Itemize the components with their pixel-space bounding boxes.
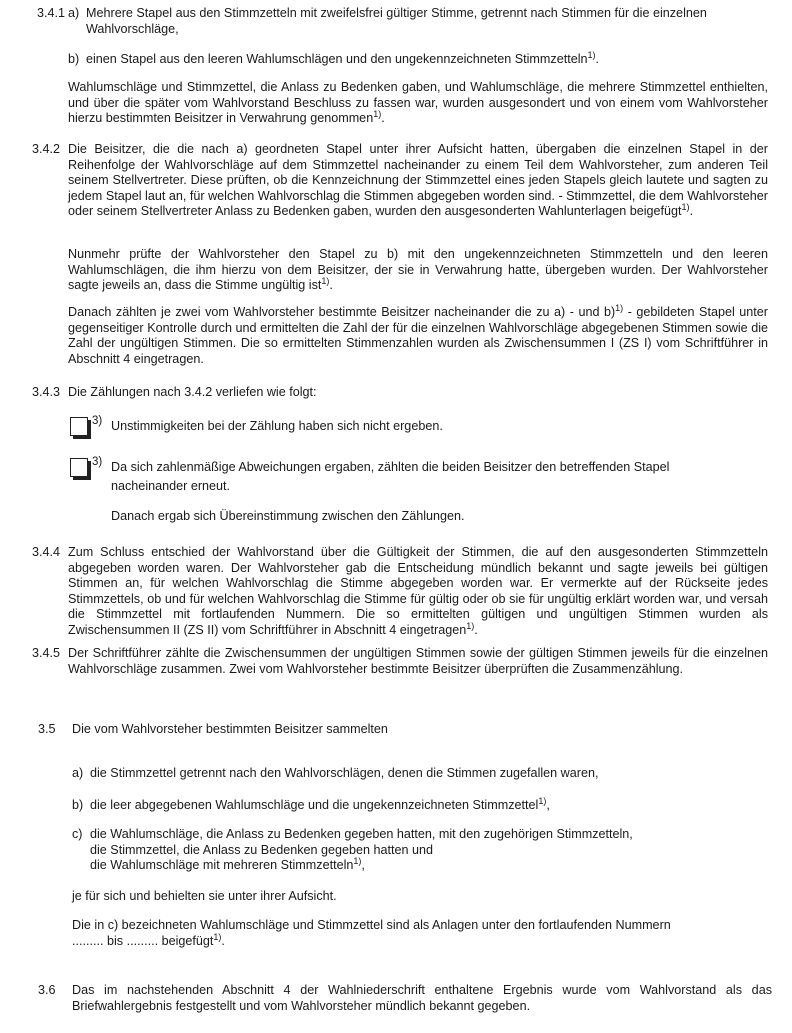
section-number-3-4-5: 3.4.5: [32, 646, 61, 660]
option-no-discrepancies-text: Unstimmigkeiten bei der Zählung haben sich nicht ergeben.: [111, 419, 443, 433]
item-a-text: Mehrere Stapel aus den Stimmzetteln mit zweifelsfrei gültiger Stimme, getrennt nach Stimmen für die einzelnen Wahlvorschläge,: [86, 6, 707, 36]
section-number-3-4-2: 3.4.2: [32, 142, 61, 156]
list-item-b: die leer abgegebenen Wahlumschläge und die ungekennzeichneten Stimmzettel$^{1)}$,: [90, 796, 550, 812]
section-number-3-4-3: 3.4.3: [32, 385, 61, 399]
checkbox-no-discrepancies[interactable]: [70, 417, 88, 436]
paragraph-3-4-5: Der Schriftführer zählte die Zwischensummen der ungültigen Stimmen sowie der gültigen Stimmen jeweils für die einzelnen Wahlvorschläge zusammen. Zwei vom Wahlvorsteher bestimmte Beisitzer überprüften die Zusammenzählung.: [68, 646, 768, 676]
paragraph-3-4-2-pruefung: Nunmehr prüfte der Wahlvorsteher den Stapel zu b) mit den ungekennzeichneten Stimmzetteln und den leeren Wahlumschlägen, die ihm hierzu von dem Beisitzer, der sie in Verwahrung hatte, übergeben wurden. Der Wahlvorsteher sagte jeweils an, dass die Stimme ungültig ist$^{1)}$.: [68, 247, 768, 293]
section-number-3-6: 3.6: [38, 983, 56, 997]
list-label-b: b): [72, 798, 84, 812]
section-number-3-5: 3.5: [38, 722, 56, 736]
list-item-a: die Stimmzettel getrennt nach den Wahlvorschlägen, denen die Stimmen zugefallen waren,: [90, 766, 599, 780]
option-recount-result: Danach ergab sich Übereinstimmung zwischen den Zählungen.: [111, 509, 465, 523]
item-label-b: b): [68, 52, 80, 66]
paragraph-3-4-2-stapel: Die Beisitzer, die die nach a) geordneten Stapel unter ihrer Aufsicht hatten, übergaben die einzelnen Stapel in der Reihenfolge der Wahlvorschläge auf dem Stimmzettel nacheinander zu einem Teil dem Wahlvorsteher, zum anderen Teil seinem Stellvertreter. Diese prüften, ob die Kennzeichnung der Stimmzettel eines jeden Stapels gleich lautete und sagten zu jedem Stapel laut an, für welchen Wahlvorschlag die Stimmen abgegeben worden sind. - Stimmzettel, die dem Wahlvorsteher oder seinem Stellvertreter Anlass zu Bedenken gaben, wurden den ausgesonderten Wahlunterlagen beigefügt$^{1)}$.: [68, 142, 768, 219]
section-3-5-after: je für sich und behielten sie unter ihrer Aufsicht.: [72, 889, 337, 903]
section-number-3-4-1: 3.4.1: [37, 6, 66, 20]
list-label-a: a): [72, 766, 84, 780]
list-item-c: die Wahlumschläge, die Anlass zu Bedenken gegeben hatten, mit den zugehörigen Stimmzetteln, die Stimmzettel, die Anlass zu Bedenken gegeben hatten und die Wahlumschläge mit mehreren Stimmzetteln$^{1)}$,: [90, 827, 633, 873]
section-3-5-anlagen: Die in c) bezeichneten Wahlumschläge und Stimmzettel sind als Anlagen unter den fortlaufenden Nummern ......... bis ......... beigefügt$^{1)}$.: [72, 918, 671, 948]
paragraph-3-6: Das im nachstehenden Abschnitt 4 der Wahlniederschrift enthaltene Ergebnis wurde vom Wahlvorstand als das Briefwahlergebnis festgestellt und vom Wahlvorsteher mündlich bekannt gegeben.: [72, 983, 772, 1013]
paragraph-3-4-3-intro: Die Zählungen nach 3.4.2 verliefen wie folgt:: [68, 385, 317, 399]
section-3-5-intro: Die vom Wahlvorsteher bestimmten Beisitzer sammelten: [72, 722, 388, 736]
paragraph-3-4-4: Zum Schluss entschied der Wahlvorstand über die Gültigkeit der Stimmen, die auf den ausgesonderten Stimmzetteln abgegeben worden waren. Der Wahlvorsteher gab die Entscheidung mündlich bekannt und sagte jeweils bei gültigen Stimmen an, für welchen Wahlvorschlag die Stimme abgegeben worden war. Er vermerkte auf der Rückseite jedes Stimmzettels, ob und für welchen Wahlvorschlag die Stimme für gültig oder ob sie für ungültig erklärt worden war, und versah die Stimmzettel mit fortlaufenden Nummern. Die so ermittelten gültigen und ungültigen Stimmen wurden als Zwischensummen II (ZS II) vom Schriftführer in Abschnitt 4 eingetragen$^{1)}$.: [68, 545, 768, 637]
checkbox-recount[interactable]: [70, 458, 88, 477]
option-recount-text: Da sich zahlenmäßige Abweichungen ergaben, zählten die beiden Beisitzer den betreffenden Stapel nacheinander erneut.: [111, 460, 670, 493]
paragraph-3-4-2-zaehlung: Danach zählten je zwei vom Wahlvorsteher bestimmte Beisitzer nacheinander die zu a) - und b)$^{1)}$ - gebildeten Stapel unter gegenseitiger Kontrolle durch und ermittelten die Zahl der für die einzelnen Wahlvorschläge abgegebenen Stimmen sowie die Zahl der ungültigen Stimmen. Die so ermittelten Stimmenzahlen wurden als Zwischensummen I (ZS I) vom Schriftführer in Abschnitt 4 eingetragen.: [68, 303, 768, 366]
section-number-3-4-4: 3.4.4: [32, 545, 61, 559]
item-label-a: a): [68, 6, 80, 20]
list-label-c: c): [72, 827, 83, 841]
item-b-text: einen Stapel aus den leeren Wahlumschlägen und den ungekennzeichneten Stimmzetteln$^{1)}$.: [86, 50, 600, 66]
paragraph-ausgesondert: Wahlumschläge und Stimmzettel, die Anlass zu Bedenken gaben, und Wahlumschläge, die mehrere Stimmzettel enthielten, und über die später vom Wahlvorstand Beschluss zu fassen war, wurden ausgesondert und von einem vom Wahlvorsteher hierzu bestimmten Beisitzer in Verwahrung genommen$^{1)}$.: [68, 80, 768, 126]
document-page: 3.4.1 a) Mehrere Stapel aus den Stimmzetteln mit zweifelsfrei gültiger Stimme, getrennt nach Stimmen für die einzelnen Wahlvorschläge, b) einen Stapel aus den leeren Wahlumschlägen und den ungekennzeichneten Stimmzetteln$^{1)}$. Wahlumschläge und Stimmzettel, die Anlass zu Bedenken gaben, und Wahlumschläge, die mehrere Stimmzettel enthielten, und über die später vom Wahlvorstand Beschluss zu fassen war, wurden ausgesondert und von einem vom Wahlvorsteher hierzu bestimmten Beisitzer in Verwahrung genommen$^{1)}$. 3.4.2 Die Beisitzer, die die nach a) geordneten Stapel unter ihrer Aufsicht hatten, übergaben die einzelnen Stapel in der Reihenfolge der Wahlvorschläge auf dem Stimmzettel nacheinander zu einem Teil dem Wahlvorsteher, zum anderen Teil seinem Stellvertreter. Diese prüften, ob die Kennzeichnung der Stimmzettel eines jeden Stapels gleich lautete und sagten zu jedem Stapel laut an, für welchen Wahlvorschlag die Stimmen abgegeben worden sind. - Stimmzettel, die dem Wahlvorsteher oder seinem Stellvertreter Anlass zu Bedenken gaben, wurden den ausgesonderten Wahlunterlagen beigefügt$^{1)}$. Nunmehr prüfte der Wahlvorsteher den Stapel zu b) mit den ungekennzeichneten Stimmzetteln und den leeren Wahlumschlägen, die ihm hierzu von dem Beisitzer, der sie in Verwahrung hatte, übergeben wurden. Der Wahlvorsteher sagte jeweils an, dass die Stimme ungültig ist$^{1)}$. Danach zählten je zwei vom Wahlvorsteher bestimmte Beisitzer nacheinander die zu a) - und b)$^{1)}$ - gebildeten Stapel unter gegenseitiger Kontrolle durch und ermittelten die Zahl der für die einzelnen Wahlvorschläge abgegebenen Stimmen sowie die Zahl der ungültigen Stimmen. Die so ermittelten Stimmenzahlen wurden als Zwischensummen I (ZS I) vom Schriftführer in Abschnitt 4 eingetragen. 3.4.3 Die Zählungen nach 3.4.2 verliefen wie folgt: 3) Unstimmigkeiten bei der Zählung haben sich nicht ergeben. 3) Da sich zahlenmäßige Abweichungen ergaben, zählten die beiden Beisitzer den betreffenden Stapel nacheinander erneut. Danach ergab sich Übereinstimmung zwischen den Zählungen. 3.4.4 Zum Schluss entschied der Wahlvorstand über die Gültigkeit der Stimmen, die auf den ausgesonderten Stimmzetteln abgegeben worden waren. Der Wahlvorsteher gab die Entscheidung mündlich bekannt und sagte jeweils bei gültigen Stimmen an, für welchen Wahlvorschlag die Stimme abgegeben worden war. Er vermerkte auf der Rückseite jedes Stimmzettels, ob und für welchen Wahlvorschlag die Stimme für gültig oder ob sie für ungültig erklärt worden war, und versah die Stimmzettel mit fortlaufenden Nummern. Die so ermittelten gültigen und ungültigen Stimmen wurden als Zwischensummen II (ZS II) vom Schriftführer in Abschnitt 4 eingetragen$^{1)}$. 3.4.5 Der Schriftführer zählte die Zwischensummen der ungültigen Stimmen sowie der gültigen Stimmen jeweils für die einzelnen Wahlvorschläge zusammen. Zwei vom Wahlvorsteher bestimmte Beisitzer überprüften die Zusammenzählung. 3.5 Die vom Wahlvorsteher bestimmten Beisitzer sammelten a) die Stimmzettel getrennt nach den Wahlvorschlägen, denen die Stimmen zugefallen waren, b) die leer abgegebenen Wahlumschläge und die ungekennzeichneten Stimmzettel$^{1)}$, c) die Wahlumschläge, die Anlass zu Bedenken gegeben hatten, mit den zugehörigen Stimmzetteln, die Stimmzettel, die Anlass zu Bedenken gegeben hatten und die Wahlumschläge mit mehreren Stimmzetteln$^{1)}$, je für sich und behielten sie unter ihrer Aufsicht. Die in c) bezeichneten Wahlumschläge und Stimmzettel sind als Anlagen unter den fortlaufenden Nummern ......... bis ......... beigefügt$^{1)}$. 3.6 Das im nachstehenden Abschnitt 4 der Wahlniederschrift enthaltene Ergebnis wurde vom Wahlvorstand als das Briefwahlergebnis festgestellt und vom Wahlvorsteher mündlich bekannt gegeben.: [0, 0, 792, 1033]
